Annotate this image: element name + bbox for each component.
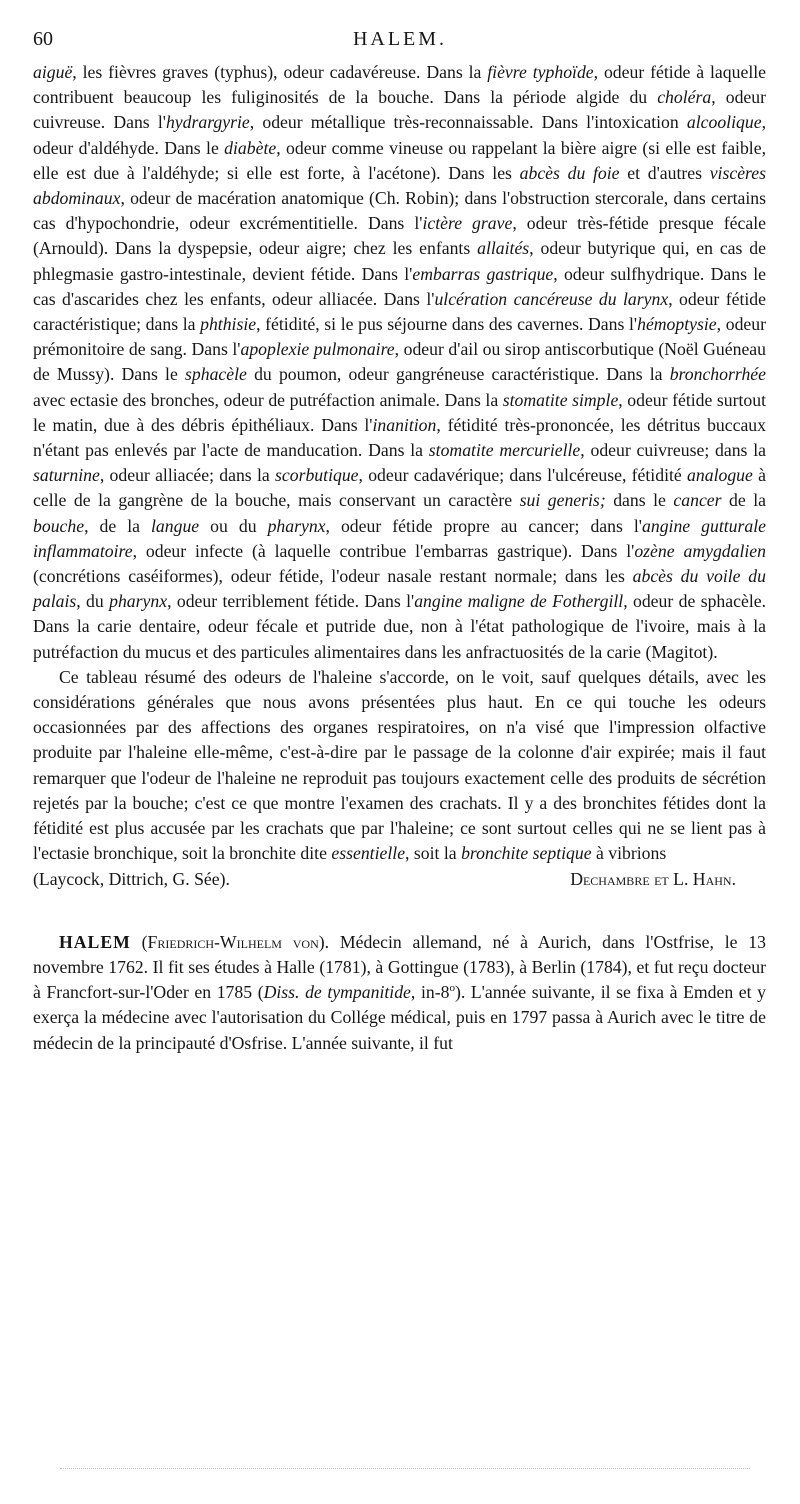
italic-term: saturnine: [33, 465, 100, 486]
biography-entry: [33, 930, 766, 1056]
text-run: , odeur sulfhydrique. Dans le cas d'ascarides chez les enfants, odeur alliacée. Dans l': [33, 263, 766, 309]
italic-term: aiguë: [33, 62, 73, 82]
italic-term: bouche: [33, 515, 85, 536]
italic-term: hémoptysie: [637, 314, 717, 335]
format-superscript: o: [449, 982, 455, 995]
italic-term: angine maligne de Fothergill: [414, 591, 624, 612]
italic-term: sphacèle: [185, 364, 247, 385]
text-run: , odeur d'aldéhyde. Dans le: [33, 112, 766, 158]
italic-term: viscères abdominaux: [33, 162, 767, 209]
italic-term: cancer: [673, 490, 722, 511]
italic-term: bronchorrhée: [669, 364, 766, 385]
page-header: [33, 28, 767, 52]
paragraph-summary: [33, 665, 766, 867]
italic-term: angine gutturale inflammatoire: [33, 515, 767, 561]
bio-text-b: ). L'année suivante, il se fixa à Emden et y exerça la médecine avec l'autorisation du Collége médical, puis en 1797 passa à Aurich avec le titre de médecin de la principauté d'Osfrise. L'année suivante, il fut: [33, 982, 767, 1053]
text-run: , odeur cadavérique; dans l'ulcéreuse, fétidité: [358, 465, 688, 486]
italic-term: abcès du foie: [519, 162, 620, 183]
text-run: avec ectasie des bronches, odeur de putréfaction animale. Dans la: [33, 389, 503, 410]
text-run: , odeur métallique très-reconnaissable. Dans l'intoxication: [249, 112, 687, 133]
text-run: , odeur d'ail ou sirop antiscorbutique (Noël Guéneau de Mussy). Dans le: [33, 339, 766, 385]
text-run: , odeur cuivreuse. Dans l': [33, 87, 766, 133]
italic-term: allaités: [477, 238, 530, 259]
author-signature: Dechambre et L. Hahn.: [570, 868, 736, 889]
italic-term: abcès du voile du palais: [33, 566, 766, 612]
text-run: , odeur très-fétide presque fécale (Arnould). Dans la dyspepsie, odeur aigre; chez les enfants: [33, 213, 766, 259]
page-bottom-marks: [60, 1468, 750, 1470]
italic-term: fièvre typhoïde: [487, 62, 594, 82]
italic-term: diabète: [224, 137, 277, 158]
reference-list: (Laycock, Dittrich, G. Sée).: [33, 868, 230, 889]
text-run: , odeur terriblement fétide. Dans l': [167, 591, 415, 612]
text-run: (concrétions caséiformes), odeur fétide, l'odeur nasale restant normale; dans les: [33, 566, 633, 587]
italic-term: bronchite septique: [461, 843, 592, 864]
text-run: , odeur fétide à laquelle contribuent beaucoup les fuliginosités de la bouche. Dans la période algide du: [33, 62, 766, 108]
italic-term: apoplexie pulmonaire: [240, 339, 395, 360]
text-run: , fétidité très-prononcée, les détritus buccaux n'étant pas enlevés par l'acte de manducation. Dans la: [33, 414, 766, 461]
italic-term: analogue: [687, 465, 753, 486]
text-run: , odeur cuivreuse; dans la: [580, 440, 766, 461]
entry-title: HALEM: [59, 931, 131, 952]
italic-term: phthisie: [200, 314, 257, 335]
italic-term: ulcération cancéreuse du larynx: [434, 288, 669, 309]
italic-term: stomatite mercurielle: [428, 440, 581, 461]
text-run: , odeur fétide caractéristique; dans la: [33, 288, 766, 335]
text-run: , fétidité, si le pus séjourne dans des cavernes. Dans l': [256, 314, 638, 335]
italic-term: stomatite simple: [502, 389, 619, 410]
italic-term: choléra: [657, 87, 712, 108]
text-run: , odeur de sphacèle. Dans la carie dentaire, odeur fécale et putride due, non à l'état pathologique de l'ivoire, mais à la putréfaction du mucus et des particules alimentaires dans les anfractuosités de la carie (Magitot).: [33, 591, 767, 662]
text-run: , du: [76, 591, 110, 612]
text-run: dans le: [605, 490, 674, 511]
text-run: , odeur comme vineuse ou rappelant la bière aigre (si elle est faible, elle est due à l'aldéhyde; si elle est forte, à l'acétone). Dans les: [33, 137, 766, 183]
signature-line: [33, 867, 766, 892]
text-run: à celle de la gangrène de la bouche, mais conservant un caractère: [33, 465, 766, 511]
italic-term: pharynx: [267, 515, 326, 536]
dissertation-title: Diss. de tympanitide: [263, 982, 411, 1003]
text-run: et d'autres: [619, 162, 710, 183]
italic-term: inanition: [372, 414, 437, 435]
text-run: de la: [721, 490, 766, 511]
text-run: ou du: [199, 515, 268, 536]
text-run: Ce tableau résumé des odeurs de l'haleine s'accorde, on le voit, sauf quelques détails, avec les considérations générales que nous avons présentées plus haut. En ce qui touche les odeurs occasionnées par des affections des organes respiratoires, on n'a visé que l'impression olfactive produite par l'haleine elle-même, c'est-à-dire par le passage de la colonne d'air expirée; mais il faut remarquer que l'odeur de l'haleine ne reproduit pas toujours exactement celle des produits de sécrétion rejetés par la bouche; c'est ce que montre l'examen des crachats. Il y a des bronchites fétides dont la fétidité est plus accusée par les crachats que par l'haleine; ce sont surtout celles qui ne se lient pas à l'ectasie bronchique, soit la bronchite dite: [33, 666, 766, 864]
dissertation-format: , in-8: [410, 982, 450, 1003]
italic-term: essentielle: [331, 843, 406, 864]
paragraph-breath-odors: [33, 60, 766, 665]
text-run: à vibrions: [591, 843, 667, 864]
bio-text-a: Médecin allemand, né à Aurich, dans l'Ostfrise, le 13 novembre 1762. Il fit ses études à Halle (1781), à Gottingue (1783), à Berlin (1784), et fut reçu docteur à Francfort-sur-l'Oder en 1785 (: [33, 931, 766, 1003]
italic-term: pharynx: [109, 591, 168, 612]
entry-fullname: (Friedrich-Wilhelm von).: [141, 931, 330, 952]
italic-term: sui generis;: [519, 490, 606, 511]
text-run: du poumon, odeur gangréneuse caractéristique. Dans la: [246, 364, 670, 385]
italic-term: alcoolique: [686, 112, 762, 133]
text-run: , odeur fétide surtout le matin, due à des débris épithéliaux. Dans l': [33, 389, 767, 435]
text-run: , odeur prémonitoire de sang. Dans l': [33, 314, 766, 360]
italic-term: hydrargyrie: [165, 112, 250, 133]
italic-term: ictère grave: [422, 213, 513, 234]
italic-term: ozène amygdalien: [634, 540, 766, 561]
text-run: , odeur butyrique qui, en cas de phlegmasie gastro-intestinale, devient fétide. Dans l': [33, 238, 766, 284]
text-run: , odeur infecte (à laquelle contribue l'embarras gastrique). Dans l': [132, 540, 635, 561]
text-run: , odeur de macération anatomique (Ch. Robin); dans l'obstruction stercorale, dans certains cas d'hypochondrie, odeur excrémentitielle. Dans l': [33, 188, 766, 234]
page-body: [33, 60, 766, 1056]
italic-term: embarras gastrique: [412, 263, 554, 284]
text-run: , odeur alliacée; dans la: [99, 465, 275, 486]
text-run: , odeur fétide propre au cancer; dans l': [325, 515, 642, 536]
text-run: , soit la: [405, 843, 462, 864]
text-run: , de la: [84, 515, 151, 536]
page-number: 60: [33, 28, 53, 50]
text-run: , les fièvres graves (typhus), odeur cadavéreuse. Dans la: [72, 62, 488, 82]
italic-term: scorbutique: [275, 465, 359, 486]
italic-term: langue: [151, 515, 200, 536]
running-head: HALEM.: [352, 28, 448, 50]
